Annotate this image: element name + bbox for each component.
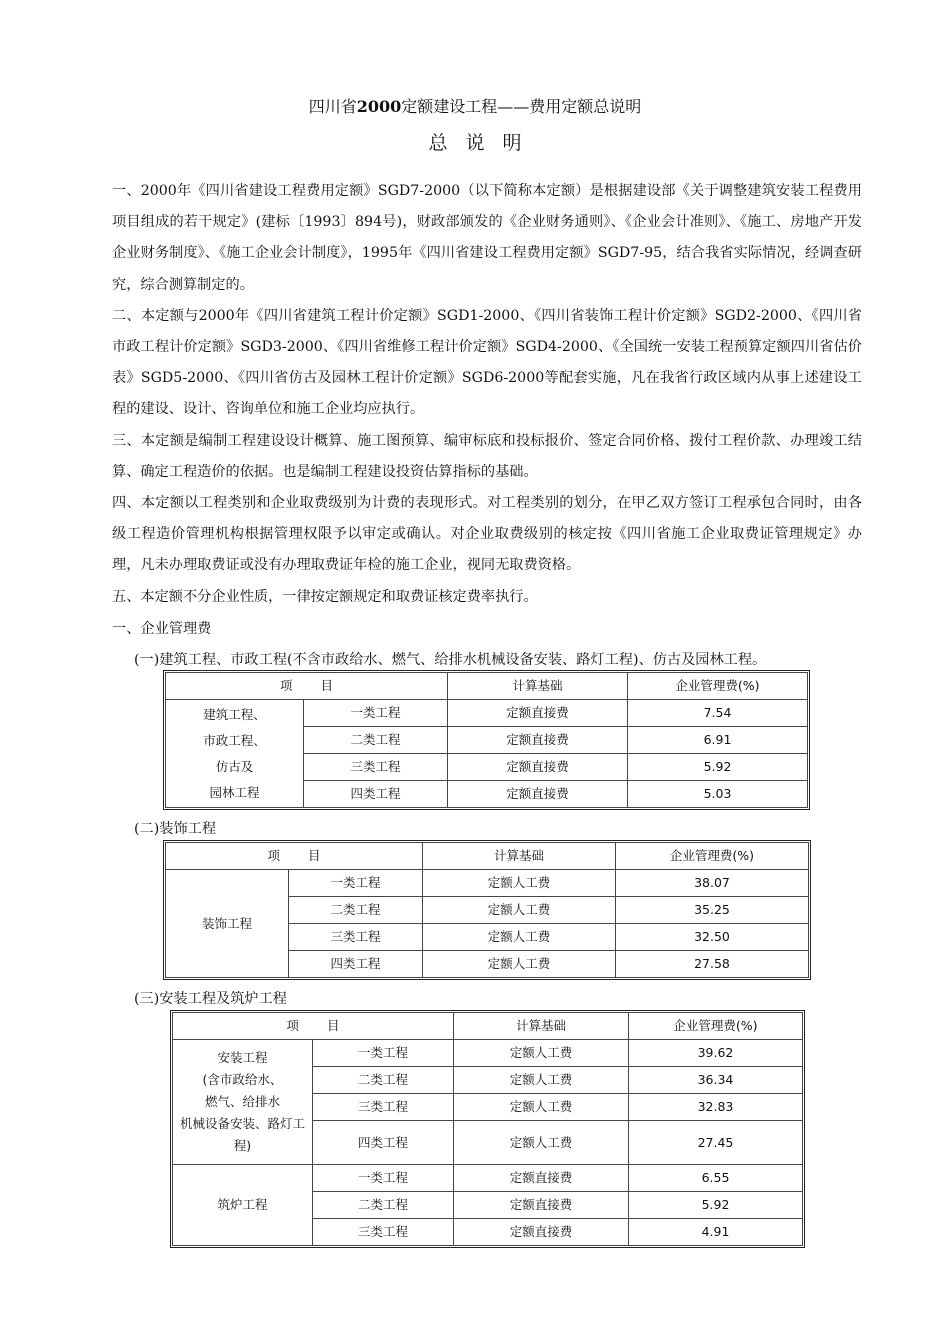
rate-cell: 5.92 (628, 754, 808, 781)
basis-cell: 定额直接费 (448, 727, 628, 754)
rate-cell: 27.58 (616, 951, 809, 978)
table1-header-row (166, 673, 808, 700)
table1-header-rate: 企业管理费(%) (628, 673, 808, 700)
table2 (165, 842, 809, 978)
rate-cell: 7.54 (628, 700, 808, 727)
table3-group-b-label: 筑炉工程 (173, 1165, 313, 1246)
table2-header-row (166, 843, 809, 870)
basis-cell: 定额人工费 (423, 870, 616, 897)
table2-group-label: 装饰工程 (166, 870, 289, 978)
class-cell: 二类工程 (289, 897, 423, 924)
basis-cell: 定额直接费 (448, 700, 628, 727)
table2-header-item: 项 目 (166, 843, 423, 870)
basis-cell: 定额直接费 (454, 1192, 629, 1219)
table-row (173, 1165, 803, 1192)
class-cell: 三类工程 (313, 1219, 454, 1246)
class-cell: 三类工程 (313, 1094, 454, 1121)
table-row (166, 700, 808, 727)
basis-cell: 定额人工费 (423, 897, 616, 924)
document-title (0, 96, 950, 118)
title-year: 2000 (356, 97, 402, 116)
basis-cell: 定额直接费 (454, 1165, 629, 1192)
class-cell: 二类工程 (313, 1192, 454, 1219)
table3-heading: (三)安装工程及筑炉工程 (134, 991, 287, 1007)
table-row (166, 870, 809, 897)
class-cell: 四类工程 (313, 1121, 454, 1165)
class-cell: 一类工程 (313, 1165, 454, 1192)
rate-cell: 4.91 (629, 1219, 803, 1246)
class-cell: 三类工程 (304, 754, 448, 781)
rate-cell: 27.45 (629, 1121, 803, 1165)
class-cell: 一类工程 (289, 870, 423, 897)
table3-header-rate: 企业管理费(%) (629, 1013, 803, 1040)
class-cell: 二类工程 (313, 1067, 454, 1094)
basis-cell: 定额人工费 (423, 924, 616, 951)
rate-cell: 35.25 (616, 897, 809, 924)
class-cell: 二类工程 (304, 727, 448, 754)
table1-header-basis: 计算基础 (448, 673, 628, 700)
table3 (172, 1012, 803, 1246)
table3-header-row (173, 1013, 803, 1040)
table2-header-rate: 企业管理费(%) (616, 843, 809, 870)
table2-heading: (二)装饰工程 (134, 821, 217, 837)
title-prefix: 四川省 (308, 97, 357, 116)
class-cell: 一类工程 (304, 700, 448, 727)
rate-cell: 32.50 (616, 924, 809, 951)
table1-group-label: 建筑工程、 市政工程、 仿古及 园林工程 (166, 700, 304, 808)
rate-cell: 38.07 (616, 870, 809, 897)
basis-cell: 定额人工费 (454, 1040, 629, 1067)
rate-cell: 5.92 (629, 1192, 803, 1219)
paragraph-2: 二、本定额与2000年《四川省建筑工程计价定额》SGD1-2000、《四川省装饰工程计价定额》SGD2-2000、《四川省市政工程计价定额》SGD3-2000、《四川省维修工程计价定额》SGD4-2000、《全国统一安装工程预算定额四川省估价表》SGD5-2000、《四川省仿古及园林工程计价定额》SGD6-2000等配套实施，凡在我省行政区域内从事上述建设工程的建设、设计、咨询单位和施工企业均应执行。 (112, 307, 862, 418)
table2-header-basis: 计算基础 (423, 843, 616, 870)
title-suffix: 定额建设工程——费用定额总说明 (401, 97, 642, 116)
table1-heading: (一)建筑工程、市政工程(不含市政给水、燃气、给排水机械设备安装、路灯工程)、仿古及园林工程。 (134, 652, 767, 668)
class-cell: 一类工程 (313, 1040, 454, 1067)
table-row (173, 1040, 803, 1067)
basis-cell: 定额人工费 (454, 1067, 629, 1094)
section-heading: 一、企业管理费 (112, 621, 212, 637)
paragraph-4: 四、本定额以工程类别和企业取费级别为计费的表现形式。对工程类别的划分，在甲乙双方签订工程承包合同时，由各级工程造价管理机构根据管理权限予以审定或确认。对企业取费级别的核定按《四川省施工企业取费证管理规定》办理，凡未办理取费证或没有办理取费证年检的施工企业，视同无取费资格。 (112, 495, 862, 574)
basis-cell: 定额人工费 (423, 951, 616, 978)
rate-cell: 36.34 (629, 1067, 803, 1094)
table1-header-item: 项 目 (166, 673, 448, 700)
class-cell: 三类工程 (289, 924, 423, 951)
paragraph-1: 一、2000年《四川省建设工程费用定额》SGD7-2000（以下简称本定额）是根据建设部《关于调整建筑安装工程费用项目组成的若干规定》(建标〔1993〕894号)，财政部颁发的《企业财务通则》、《企业会计准则》、《施工、房地产开发企业财务制度》、《施工企业会计制度》，1995年《四川省建设工程费用定额》SGD7-95，结合我省实际情况，经调查研究，综合测算制定的。 (112, 183, 862, 293)
basis-cell: 定额人工费 (454, 1094, 629, 1121)
table3-header-basis: 计算基础 (454, 1013, 629, 1040)
table3-group-a-label: 安装工程 (含市政给水、 燃气、给排水 机械设备安装、路灯工 程) (173, 1040, 313, 1165)
paragraph-5: 五、本定额不分企业性质，一律按定额规定和取费证核定费率执行。 (112, 588, 538, 605)
rate-cell: 39.62 (629, 1040, 803, 1067)
rate-cell: 6.91 (628, 727, 808, 754)
paragraph-3: 三、本定额是编制工程建设设计概算、施工图预算、编审标底和投标报价、签定合同价格、拨付工程价款、办理竣工结算、确定工程造价的依据。也是编制工程建设投资估算指标的基础。 (112, 432, 862, 480)
class-cell: 四类工程 (289, 951, 423, 978)
basis-cell: 定额直接费 (448, 781, 628, 808)
table1 (165, 672, 808, 808)
body-text (112, 176, 862, 613)
basis-cell: 定额人工费 (454, 1121, 629, 1165)
basis-cell: 定额直接费 (448, 754, 628, 781)
rate-cell: 6.55 (629, 1165, 803, 1192)
class-cell: 四类工程 (304, 781, 448, 808)
table3-header-item: 项 目 (173, 1013, 454, 1040)
basis-cell: 定额直接费 (454, 1219, 629, 1246)
rate-cell: 32.83 (629, 1094, 803, 1121)
rate-cell: 5.03 (628, 781, 808, 808)
document-subtitle: 总说明 (428, 132, 540, 154)
